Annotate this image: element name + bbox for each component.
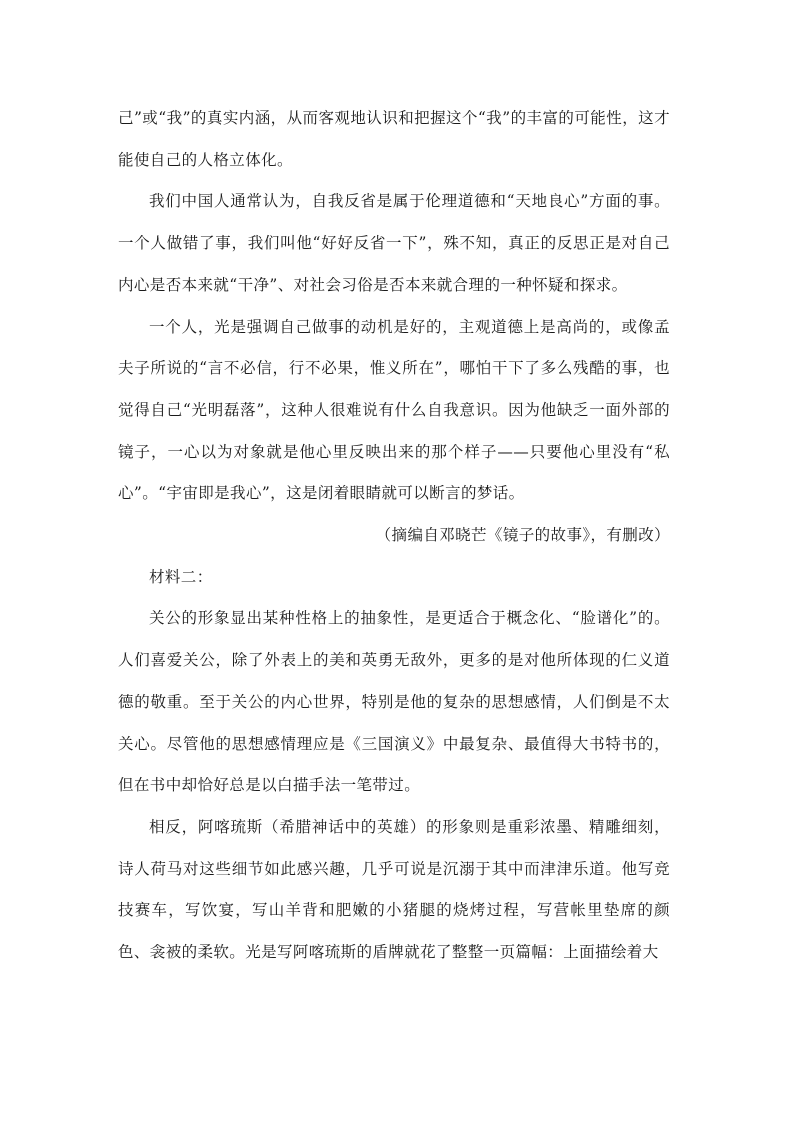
paragraph-continuation: 己”或“我”的真实内涵，从而客观地认识和把握这个“我”的丰富的可能性，这才能使自己的人格立体化。 <box>118 109 670 169</box>
paragraph-guan-gong: 关公的形象显出某种性格上的抽象性，是更适合于概念化、“脸谱化”的。人们喜爱关公，除了外表上的美和英勇无敌外，更多的是对他所体现的仁义道德的敬重。至于关公的内心世界，特别是他的复杂的思想感情，人们倒是不太关心。尽管他的思想感情理应是《三国演义》中最复杂、最值得大书特书的，但在书中却恰好总是以白描手法一笔带过。 <box>118 609 670 795</box>
paragraph-self-reflection: 我们中国人通常认为，自我反省是属于伦理道德和“天地良心”方面的事。一个人做错了事，我们叫他“好好反省一下”，殊不知，真正的反思正是对自己内心是否本来就“干净”、对社会习俗是否本来就合理的一种怀疑和探求。 <box>118 192 670 294</box>
paragraph-self-awareness: 一个人，光是强调自己做事的动机是好的，主观道德上是高尚的，或像孟夫子所说的“言不必信，行不必果，惟义所在”，哪怕干下了多么残酷的事，也觉得自己“光明磊落”，这种人很难说有什么自我意识。因为他缺乏一面外部的镜子，一心以为对象就是他心里反映出来的那个样子——只要他心里没有“私心”。“宇宙即是我心”，这是闭着眼睛就可以断言的梦话。 <box>118 317 670 503</box>
paragraph-achilles: 相反，阿喀琉斯（希腊神话中的英雄）的形象则是重彩浓墨、精雕细刻，诗人荷马对这些细节如此感兴趣，几乎可说是沉溺于其中而津津乐道。他写竞技赛车，写饮宴，写山羊背和肥嫩的小猪腿的烧烤过程，写营帐里垫席的颜色、衾被的柔软。光是写阿喀琉斯的盾牌就花了整整一页篇幅：上面描绘着大 <box>118 817 670 962</box>
source-citation: （摘编自邓晓芒《镜子的故事》，有删改） <box>375 526 670 545</box>
section-heading: 材料二： <box>149 567 213 586</box>
document-body <box>118 98 670 974</box>
